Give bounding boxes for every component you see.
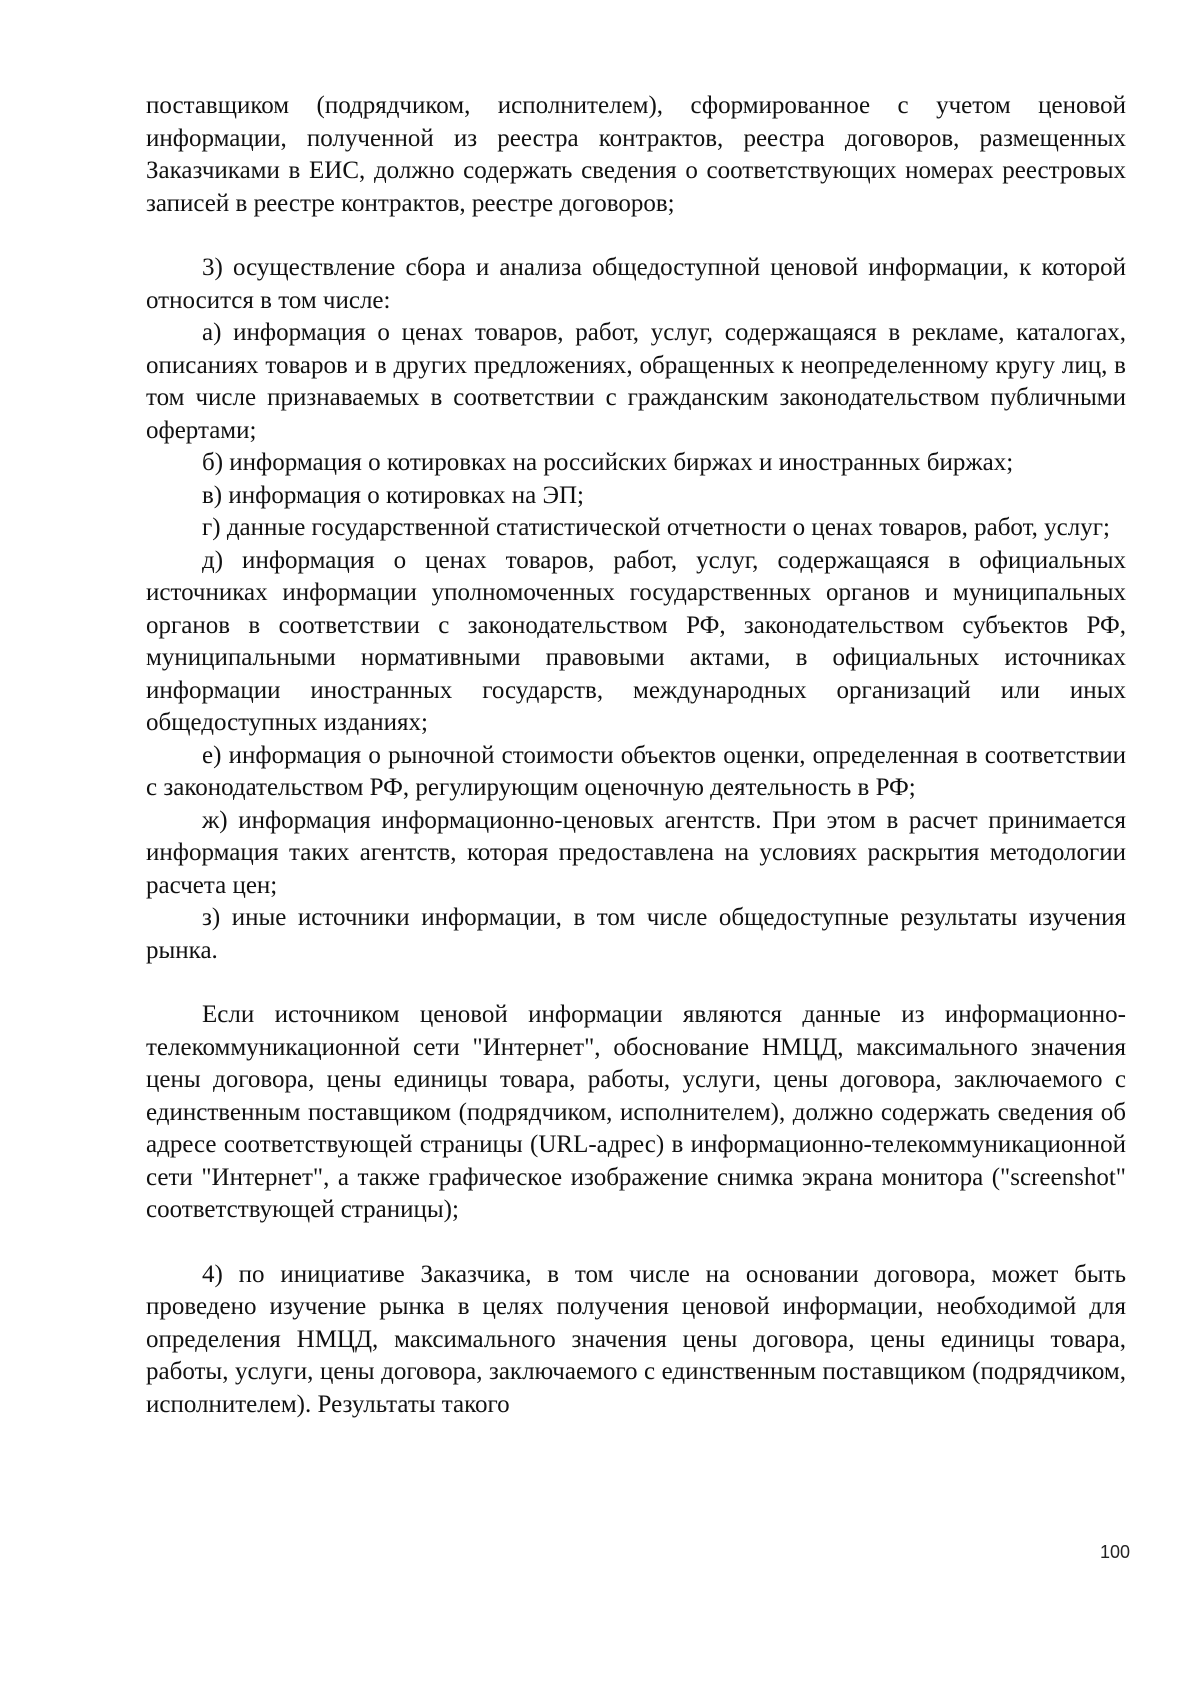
- paragraph-subitem-b: б) информация о котировках на российских биржах и иностранных биржах;: [202, 449, 1014, 476]
- paragraph-internet-source: Если источником ценовой информации являются данные из информационно-телекоммуникационной сети "Интернет", обоснование НМЦД, максимального значения цены договора, цены единицы товара, работы, услуги, цены договора, заключаемого с единственным поставщиком (подрядчиком, исполнителем), должно содержать сведения об адресе соответствующей страницы (URL-адрес) в информационно-телекоммуникационной сети "Интернет", а также графическое изображение снимка экрана монитора ("screenshot" соответствующей страницы);: [146, 1001, 1126, 1223]
- document-body: [146, 90, 1126, 1421]
- paragraph-subitem-e: е) информация о рыночной стоимости объектов оценки, определенная в соответствии с законодательством РФ, регулирующим оценочную деятельность в РФ;: [146, 741, 1126, 801]
- paragraph-subitem-zh: ж) информация информационно-ценовых агентств. При этом в расчет принимается информация таких агентств, которая предоставлена на условиях раскрытия методологии расчета цен;: [146, 806, 1126, 899]
- paragraph-subitem-g: г) данные государственной статистической отчетности о ценах товаров, работ, услуг;: [202, 514, 1110, 541]
- page-number: 100: [1099, 1542, 1130, 1562]
- paragraph-subitem-v: в) информация о котировках на ЭП;: [202, 481, 584, 509]
- paragraph-subitem-a: а) информация о ценах товаров, работ, услуг, содержащаяся в рекламе, каталогах, описаниях товаров и в других предложениях, обращенных к неопределенному кругу лиц, в том числе признаваемых в соответствии с гражданским законодательством публичными офертами;: [146, 319, 1126, 444]
- paragraph-continuation: поставщиком (подрядчиком, исполнителем), сформированное с учетом ценовой информации, полученной из реестра контрактов, реестра договоров, размещенных Заказчиками в ЕИС, должно содержать сведения о соответствующих номерах реестровых записей в реестре контрактов, реестре договоров;: [146, 92, 1126, 217]
- paragraph-item-3: 3) осуществление сбора и анализа общедоступной ценовой информации, к которой относится в том числе:: [146, 254, 1126, 314]
- paragraph-subitem-d: д) информация о ценах товаров, работ, услуг, содержащаяся в официальных источниках информации уполномоченных государственных органов и муниципальных органов в соответствии с законодательством РФ, законодательством субъектов РФ, муниципальными нормативными правовыми актами, в официальных источниках информации иностранных государств, международных организаций или иных общедоступных изданиях;: [146, 546, 1126, 736]
- paragraph-item-4: 4) по инициативе Заказчика, в том числе на основании договора, может быть проведено изучение рынка в целях получения ценовой информации, необходимой для определения НМЦД, максимального значения цены договора, цены единицы товара, работы, услуги, цены договора, заключаемого с единственным поставщиком (подрядчиком, исполнителем). Результаты такого: [146, 1260, 1126, 1418]
- paragraph-subitem-z: з) иные источники информации, в том числе общедоступные результаты изучения рынка.: [146, 904, 1126, 964]
